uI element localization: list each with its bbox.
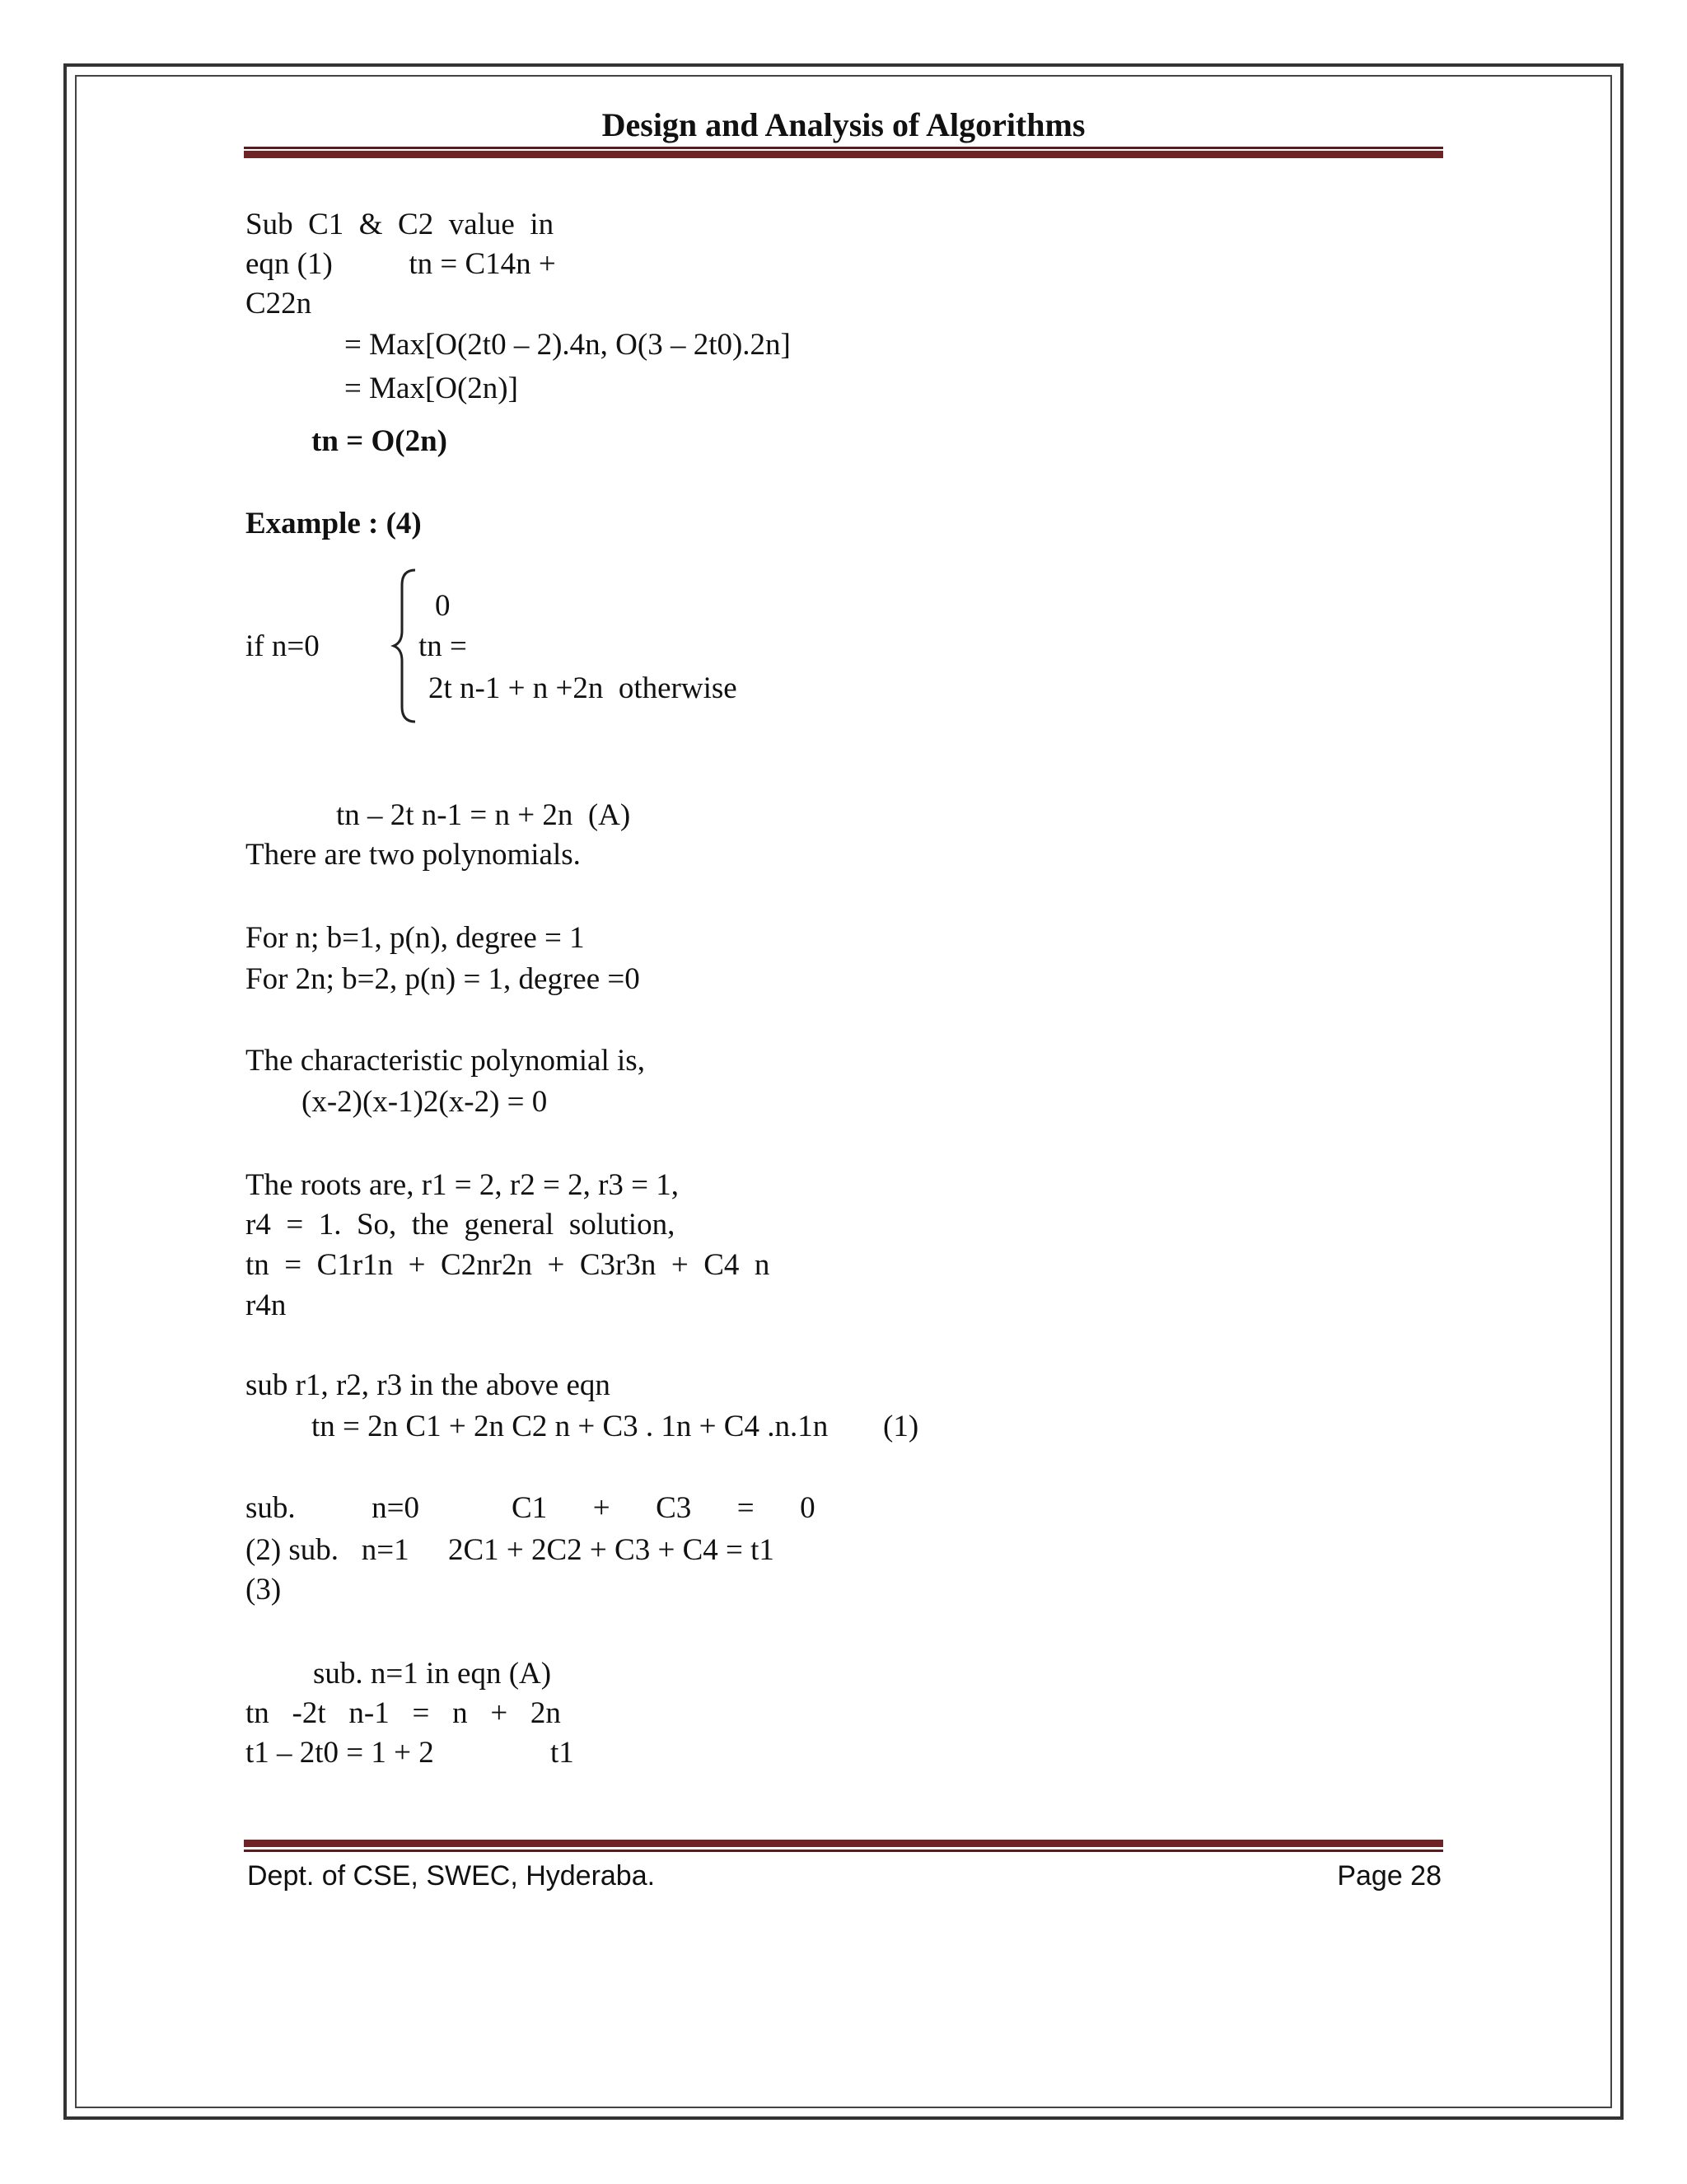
text-line: The roots are, r1 = 2, r2 = 2, r3 = 1, (245, 1168, 680, 1202)
text-line: t1 – 2t0 = 1 + 2 (245, 1736, 434, 1770)
text-line: There are two polynomials. (245, 838, 581, 872)
text-line: t1 (550, 1736, 574, 1770)
text-line: Sub C1 & C2 value in (245, 208, 554, 241)
text-line: tn = 2n C1 + 2n C2 n + C3 . 1n + C4 .n.1n (311, 1410, 829, 1443)
text-line: (x-2)(x-1)2(x-2) = 0 (301, 1085, 548, 1119)
header-rule-thin (244, 147, 1443, 149)
text-line: eqn (1) tn = C14n + (245, 247, 556, 281)
footer-dept: Dept. of CSE, SWEC, Hyderaba. (247, 1860, 656, 1892)
text-line: (2) sub. n=1 2C1 + 2C2 + C3 + C4 = t1 (245, 1533, 759, 1567)
text-line: = Max[O(2t0 – 2).4n, O(3 – 2t0).2n] (344, 328, 791, 362)
footer-rule-thin (244, 1850, 1443, 1852)
text-line: r4n (245, 1288, 287, 1322)
text-line: The characteristic polynomial is, (245, 1044, 645, 1078)
text-line: tn = C1r1n + C2nr2n + C3r3n + C4 n (245, 1248, 770, 1282)
text-line: sub. n=0 C1 + C3 = 0 (245, 1491, 800, 1525)
text-line: C22n (245, 287, 312, 320)
text-line: tn = (418, 629, 467, 663)
text-line: sub r1, r2, r3 in the above eqn (245, 1368, 610, 1402)
text-line: r4 = 1. So, the general solution, (245, 1208, 675, 1242)
text-line: (1) (883, 1410, 919, 1443)
result-line: tn = O(2n) (311, 424, 447, 458)
header-title: Design and Analysis of Algorithms (601, 106, 1086, 143)
header-rule-thick (244, 151, 1443, 158)
text-line: if n=0 (245, 629, 320, 663)
text-line: sub. n=1 in eqn (A) (313, 1657, 552, 1691)
text-line: For n; b=1, p(n), degree = 1 (245, 921, 585, 955)
text-line: (3) (245, 1573, 282, 1606)
footer-page-number: Page 28 (1337, 1860, 1442, 1892)
text-line: 2t n-1 + n +2n otherwise (428, 671, 737, 705)
text-line: tn – 2t n-1 = n + 2n (A) (336, 798, 631, 832)
text-line: tn -2t n-1 = n + 2n (245, 1696, 561, 1730)
text-line: = Max[O(2n)] (344, 372, 518, 405)
example-heading: Example : (4) (245, 507, 422, 540)
text-line: For 2n; b=2, p(n) = 1, degree =0 (245, 962, 640, 996)
text-line: 0 (435, 589, 451, 623)
footer-rule-thick (244, 1840, 1443, 1847)
